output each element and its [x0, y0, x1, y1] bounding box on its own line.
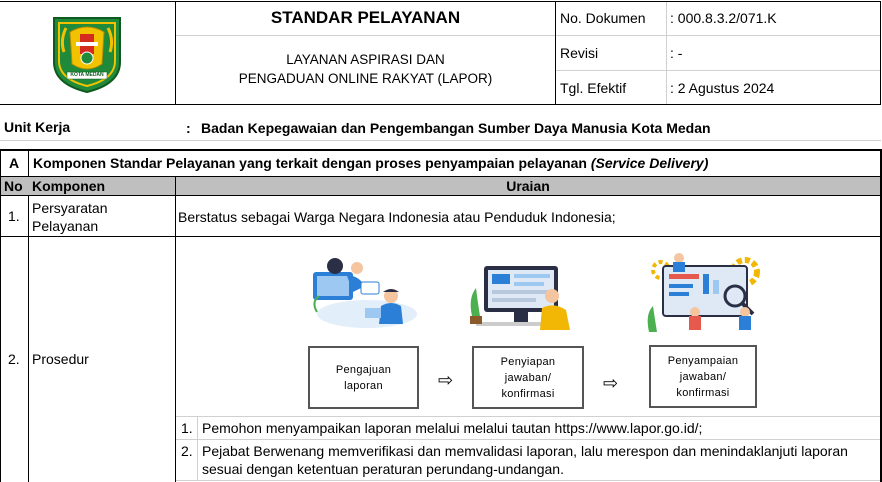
meta-value-document-no: : 000.8.3.2/071.K	[670, 10, 777, 26]
flow-step-3-line3: konfirmasi	[676, 386, 730, 399]
row1-no: 1.	[8, 208, 20, 224]
people-messaging-icon	[305, 252, 423, 334]
analysis-dashboard-icon	[641, 248, 767, 334]
meta-label-effective-date: Tgl. Efektif	[560, 80, 627, 96]
procedure-1-no: 1.	[181, 420, 193, 436]
logo-caption: KOTA MEDAN	[70, 72, 104, 78]
section-title	[33, 155, 708, 171]
row2-komponen: Prosedur	[32, 351, 89, 367]
procedure-2-text-line2: sesuai dengan ketentuan peraturan perundang-undangan.	[202, 461, 564, 477]
flow-step-2-line1: Penyiapan	[500, 355, 556, 368]
city-logo	[50, 12, 124, 94]
flow-step-submit-report	[308, 346, 419, 409]
table-header-no: No	[4, 178, 23, 194]
meta-label-document-no: No. Dokumen	[560, 10, 646, 26]
document-subtitle-line1: LAYANAN ASPIRASI DAN	[286, 52, 445, 67]
procedure-2-text-line1: Pejabat Berwenang memverifikasi dan memvalidasi laporan, lalu merespon dan menindaklanjuti laporan	[202, 443, 848, 459]
row1-komponen-line2: Pelayanan	[32, 218, 99, 234]
flow-step-2-line2: jawaban/	[504, 371, 552, 384]
meta-label-revision: Revisi	[560, 45, 599, 61]
person-at-computer-icon	[466, 252, 578, 334]
flow-step-3-line2: jawaban/	[679, 370, 727, 383]
unit-colon: :	[186, 120, 191, 136]
procedure-2-no: 2.	[181, 443, 193, 459]
illustration-deliver-answer	[641, 248, 767, 334]
unit-value: Badan Kepegawaian dan Pengembangan Sumber Daya Manusia Kota Medan	[201, 120, 711, 136]
kota-medan-emblem-icon	[50, 12, 124, 94]
procedure-1-text: Pemohon menyampaikan laporan melalui melalui tautan https://www.lapor.go.id/;	[202, 420, 703, 436]
row1-uraian: Berstatus sebagai Warga Negara Indonesia atau Penduduk Indonesia;	[178, 209, 616, 225]
document-title: STANDAR PELAYANAN	[270, 8, 461, 27]
table-header-komponen: Komponen	[32, 178, 106, 194]
section-title-italic: (Service Delivery)	[590, 155, 709, 171]
row1-komponen-line1: Persyaratan	[32, 200, 108, 216]
flow-step-deliver-answer	[649, 345, 757, 408]
flow-step-2-line3: konfirmasi	[501, 387, 555, 400]
flow-arrow-1: ⇨	[438, 370, 454, 390]
illustration-prepare-answer	[466, 252, 578, 334]
unit-label: Unit Kerja	[4, 119, 71, 135]
row2-no: 2.	[8, 351, 20, 367]
meta-value-effective-date: : 2 Agustus 2024	[670, 80, 775, 96]
illustration-submit-report	[305, 252, 423, 334]
section-title-text: Komponen Standar Pelayanan yang terkait dengan proses penyampaian pelayanan	[33, 155, 587, 171]
table-header-uraian: Uraian	[506, 178, 550, 194]
meta-value-revision: : -	[670, 45, 683, 61]
flow-arrow-2: ⇨	[603, 373, 619, 393]
document-subtitle-line2: PENGADUAN ONLINE RAKYAT (LAPOR)	[238, 71, 493, 86]
flow-step-3-line1: Penyampaian	[667, 354, 739, 367]
flow-step-1-line1: Pengajuan	[335, 363, 392, 376]
flow-step-prepare-answer	[472, 346, 584, 409]
section-letter: A	[8, 155, 20, 171]
flow-step-1-line2: laporan	[344, 379, 383, 392]
